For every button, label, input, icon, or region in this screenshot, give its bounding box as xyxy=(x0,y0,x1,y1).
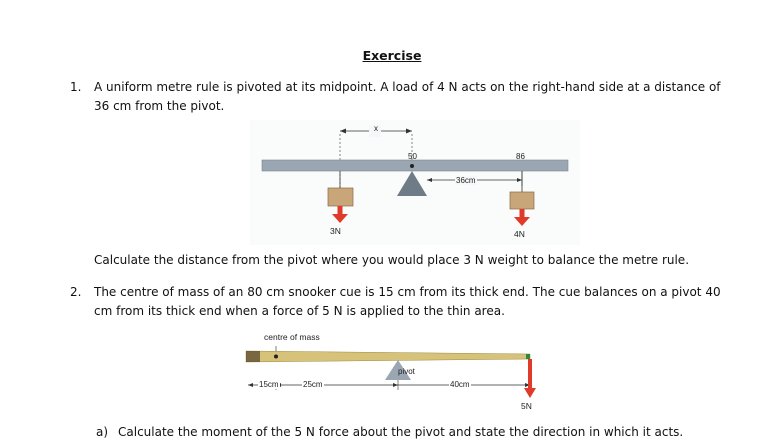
q2-text-line1: The centre of mass of an 80 cm snooker cue is 15 cm from its thick end. The cue balances on a pivot 40 xyxy=(94,285,721,299)
q1-question: Calculate the distance from the pivot where you would place 3 N weight to balance the metre rule. xyxy=(94,253,690,267)
dimension-25cm-label: 25cm xyxy=(303,380,323,389)
force-5n-arrow xyxy=(524,388,536,398)
snooker-cue xyxy=(246,351,530,362)
pivot-point xyxy=(410,164,414,168)
mark-86-label: 86 xyxy=(516,152,525,161)
distance-36cm-label: 36cm xyxy=(456,176,476,185)
centre-of-mass-label: centre of mass xyxy=(264,332,320,342)
right-weight-box xyxy=(510,192,534,209)
q2a-label: a) xyxy=(96,425,109,439)
q1-number: 1. xyxy=(70,80,82,94)
q1-text-line2: 36 cm from the pivot. xyxy=(94,99,225,113)
metre-rule-figure xyxy=(250,120,580,245)
dimension-40cm-label: 40cm xyxy=(450,380,470,389)
force-5n-label: 5N xyxy=(521,401,532,411)
left-weight-box xyxy=(328,188,353,206)
dimension-15cm-label: 15cm xyxy=(259,380,279,389)
q1-text-line1: A uniform metre rule is pivoted at its midpoint. A load of 4 N acts on the right-hand side at a distance of xyxy=(94,80,721,94)
mark-50-label: 50 xyxy=(408,152,417,161)
x-label: x xyxy=(374,124,378,133)
exercise-title: Exercise xyxy=(362,48,422,63)
q2a-text: Calculate the moment of the 5 N force about the pivot and state the direction in which it acts. xyxy=(118,425,684,439)
metre-rule xyxy=(262,160,568,171)
left-weight-label: 3N xyxy=(330,226,341,236)
centre-of-mass-point xyxy=(274,355,278,359)
snooker-cue-figure xyxy=(240,338,550,418)
pivot-label: pivot xyxy=(398,367,415,376)
q2-text-line2: cm from its thick end when a force of 5 N is applied to the thin area. xyxy=(94,304,505,318)
q2-number: 2. xyxy=(70,285,82,299)
right-weight-label: 4N xyxy=(514,229,525,239)
